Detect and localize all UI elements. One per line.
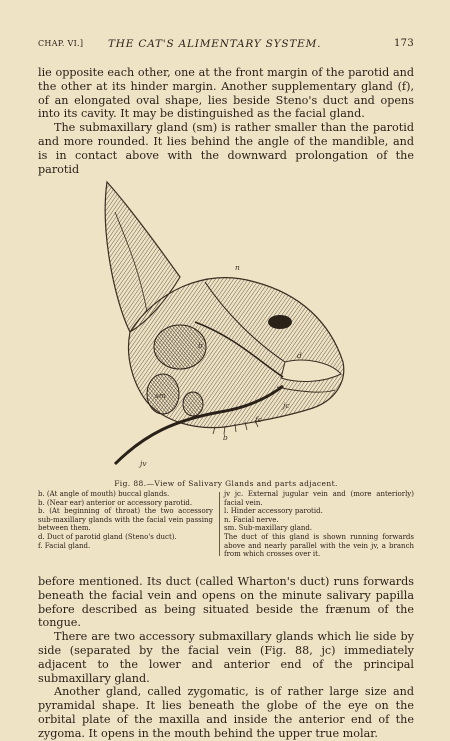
paragraph-parotid-end: lie opposite each other, one at the front margin of the parotid and the other at its hinder margin. Another supplementary gland (f), of an elongated oval shape, lies beside Steno's duct and opens into its cavity. It may be distinguished as the facial gland. <box>38 66 414 121</box>
body-text-top <box>38 66 414 176</box>
label-d: d <box>297 351 302 360</box>
legend-item: jv jc. External jugular vein and (more anteriorly) facial vein. <box>224 490 414 507</box>
running-title: THE CAT'S ALIMENTARY SYSTEM. <box>108 38 322 50</box>
label-fc: fc <box>255 415 262 424</box>
paragraph-zygomatic: Another gland, called zygomatic, is of rather large size and pyramidal shape. It lies beneath the globe of the eye on the orbital plate of the maxilla and inside the anterior end of the zygoma. It opens in the mouth behind the upper true molar. <box>38 685 414 740</box>
legend-left-column <box>38 490 213 550</box>
label-b-throat: b <box>223 433 228 442</box>
label-n: n <box>235 263 240 272</box>
legend-item: The duct of this gland is shown running forwards above and nearly parallel with the vein jv, a branch from which crosses over it. <box>224 532 414 559</box>
label-jc: jc <box>283 401 290 410</box>
running-header <box>38 38 414 52</box>
body-text-bottom <box>38 575 414 741</box>
paragraph-submaxillary: The submaxillary gland (sm) is rather smaller than the parotid and more rounded. It lies behind the angle of the mandible, and is in contact above with the downward prolongation of the parotid <box>38 121 414 176</box>
legend-right-column <box>224 490 414 559</box>
cat-head-illustration <box>85 172 365 472</box>
legend-item: d. Duct of parotid gland (Steno's duct). <box>38 532 177 541</box>
legend-item: f. Facial gland. <box>38 541 91 550</box>
figure-legend <box>38 490 414 560</box>
page-number: 173 <box>394 38 414 49</box>
label-sm: sm <box>155 391 166 400</box>
legend-item: b. (At beginning of throat) the two accessory sub-maxillary glands with the facial vein passing between them. <box>38 507 213 533</box>
legend-item: l. Hinder accessory parotid. <box>224 507 323 516</box>
chapter-label: CHAP. VI.] <box>38 39 84 48</box>
legend-item: n. Facial nerve. <box>224 515 279 524</box>
legend-item: sm. Sub-maxillary gland. <box>224 524 313 533</box>
paragraph-wharton: before mentioned. Its duct (called Wharton's duct) runs forwards beneath the facial vein and opens on the minute salivary papilla before described as being situated beside the frænum of the tongue. <box>38 575 414 630</box>
legend-item: b. (At angle of mouth) buccal glands. <box>38 490 170 498</box>
figure-caption: Fig. 88.—View of Salivary Glands and parts adjacent. <box>114 479 338 488</box>
label-b-ear: b <box>198 341 203 350</box>
legend-divider <box>219 492 220 556</box>
legend-item: b. (Near ear) anterior or accessory parotid. <box>38 498 193 507</box>
paragraph-accessory: There are two accessory submaxillary glands which lie side by side (separated by the facial vein (Fig. 88, jc) immediately adjacent to the lower and anterior end of the principal submaxillary gland. <box>38 630 414 685</box>
accessory-gland <box>183 392 203 416</box>
label-jv: jv <box>140 459 147 468</box>
